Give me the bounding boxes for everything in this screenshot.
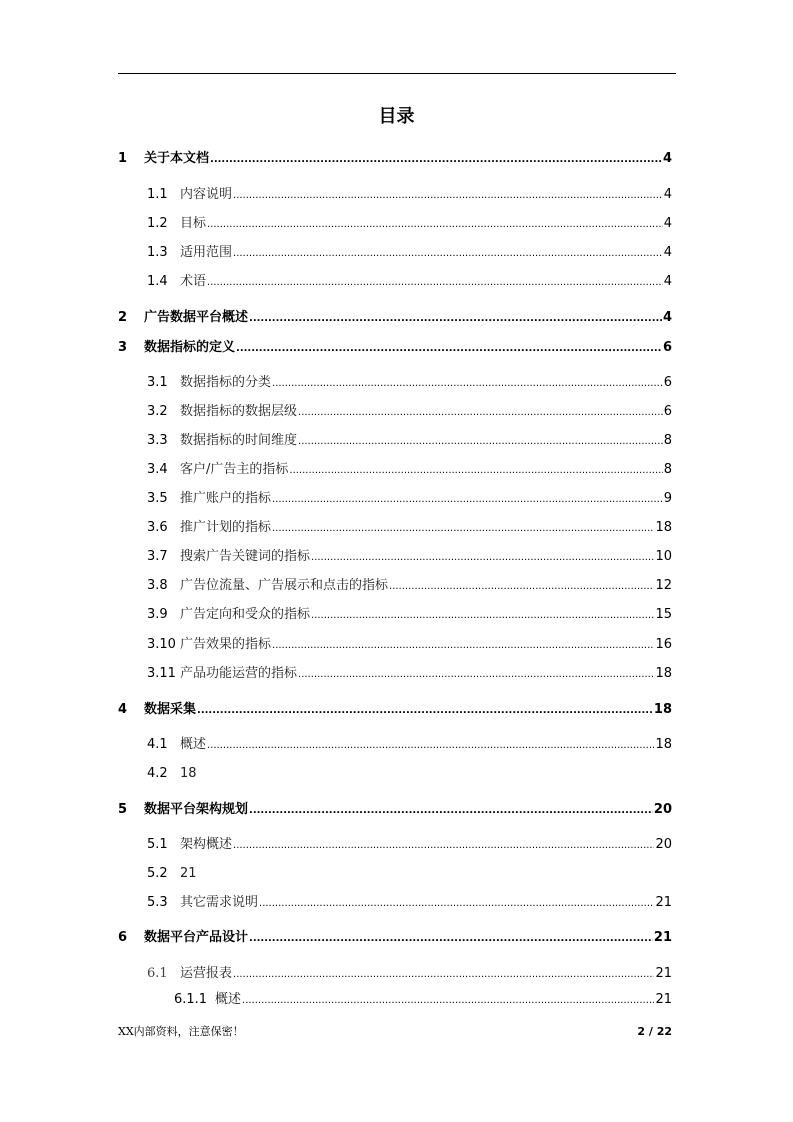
toc-entry-3-6[interactable]	[147, 519, 672, 537]
toc-entry-3-4[interactable]	[147, 461, 672, 479]
toc-entry-title: 数据指标的分类	[180, 375, 272, 390]
toc-entry-1-2[interactable]	[147, 215, 672, 233]
toc-entry-number: 2	[118, 310, 128, 325]
toc-dot-leader	[233, 187, 663, 205]
toc-entry-page: 20	[655, 837, 672, 852]
toc-entry-1-4[interactable]	[147, 273, 672, 291]
toc-entry-title: 广告位流量、广告展示和点击的指标	[180, 578, 389, 593]
toc-entry-3-8[interactable]	[147, 577, 672, 595]
toc-entry-page: 8	[663, 462, 672, 477]
toc-entry-page: 6	[663, 375, 672, 390]
toc-entry-title: 数据采集	[144, 702, 197, 717]
toc-dot-leader	[298, 404, 663, 422]
footer-page-number: 2 / 22	[637, 1025, 672, 1038]
toc-entry-title: 客户/广告主的指标	[180, 462, 289, 477]
toc-entry-number: 3.3	[147, 433, 168, 448]
toc-entry-number: 5.2	[147, 866, 168, 881]
toc-entry-3[interactable]	[118, 339, 672, 357]
toc-entry-title: 广告定向和受众的指标	[180, 607, 311, 622]
toc-entry-title: 搜索广告关键词的指标	[180, 549, 311, 564]
toc-entry-page: 6	[663, 404, 672, 419]
toc-entry-number: 6.1	[147, 966, 168, 981]
toc-entry-number: 3.8	[147, 578, 168, 593]
toc-dot-leader	[207, 737, 654, 755]
toc-entry-5-3[interactable]	[147, 894, 672, 912]
toc-dot-leader	[259, 895, 654, 913]
toc-entry-number: 1	[118, 151, 128, 166]
toc-dot-leader	[311, 607, 654, 625]
toc-entry-page: 8	[663, 433, 672, 448]
toc-entry-title: 适用范围	[180, 245, 233, 260]
toc-entry-number: 3.9	[147, 607, 168, 622]
toc-entry-title: 目标	[180, 216, 207, 231]
toc-entry-page: 4	[662, 310, 672, 325]
toc-entry-page: 12	[655, 578, 672, 593]
toc-entry-number: 6.1.1	[174, 992, 208, 1007]
toc-entry-title: 概述	[215, 992, 242, 1007]
toc-entry-page: 18	[653, 702, 672, 717]
toc-entry-number: 5.3	[147, 895, 168, 910]
toc-entry-title: 21	[180, 866, 197, 881]
toc-entry-title: 广告数据平台概述	[144, 310, 249, 325]
toc-dot-leader	[233, 966, 654, 984]
toc-entry-title: 推广计划的指标	[180, 520, 272, 535]
toc-dot-leader	[298, 433, 663, 451]
toc-entry-number: 5	[118, 802, 128, 817]
toc-dot-leader	[207, 274, 663, 292]
header-rule	[118, 73, 676, 74]
toc-dot-leader	[249, 802, 653, 820]
toc-entry-3-2[interactable]	[147, 403, 672, 421]
toc-entry-page: 18	[655, 666, 672, 681]
toc-entry-number: 3.5	[147, 491, 168, 506]
toc-dot-leader	[272, 375, 663, 393]
toc-entry-1-1[interactable]	[147, 186, 672, 204]
toc-entry-6[interactable]	[118, 929, 672, 947]
toc-dot-leader	[272, 520, 654, 538]
toc-entry-3-7[interactable]	[147, 548, 672, 566]
toc-entry-title: 推广账户的指标	[180, 491, 272, 506]
toc-entry-title: 术语	[180, 274, 207, 289]
toc-entry-title: 数据指标的时间维度	[180, 433, 298, 448]
toc-dot-leader	[289, 462, 662, 480]
toc-entry-number: 3.7	[147, 549, 168, 564]
toc-entry-page: 16	[655, 637, 672, 652]
toc-entry-4-2[interactable]	[147, 765, 672, 783]
toc-entry-4-1[interactable]	[147, 736, 672, 754]
toc-dot-leader	[272, 491, 663, 509]
toc-entry-title: 其它需求说明	[180, 895, 259, 910]
toc-entry-page: 6	[662, 340, 672, 355]
toc-dot-leader	[272, 637, 654, 655]
toc-entry-page: 4	[663, 187, 672, 202]
toc-entry-1-3[interactable]	[147, 244, 672, 262]
toc-entry-title: 内容说明	[180, 187, 233, 202]
toc-entry-3-10[interactable]	[147, 636, 672, 654]
toc-entry-page: 21	[655, 895, 672, 910]
toc-entry-title: 广告效果的指标	[180, 637, 272, 652]
toc-entry-6-1[interactable]	[147, 965, 672, 983]
toc-entry-number: 3.11	[147, 666, 176, 681]
toc-entry-number: 3	[118, 340, 128, 355]
toc-entry-number: 3.1	[147, 375, 168, 390]
toc-entry-page: 18	[655, 737, 672, 752]
toc-entry-title: 数据平台架构规划	[144, 802, 249, 817]
toc-entry-page: 4	[663, 274, 672, 289]
toc-entry-number: 1.4	[147, 274, 168, 289]
toc-entry-page: 4	[662, 151, 672, 166]
toc-entry-number: 1.1	[147, 187, 168, 202]
page-title: 目录	[378, 106, 415, 127]
toc-dot-leader	[197, 702, 653, 720]
toc-entry-5-2[interactable]	[147, 865, 672, 883]
toc-entry-title: 关于本文档	[144, 151, 210, 166]
toc-entry-page: 10	[655, 549, 672, 564]
toc-entry-number: 4	[118, 702, 128, 717]
toc-entry-3-5[interactable]	[147, 490, 672, 508]
toc-entry-title: 数据指标的数据层级	[180, 404, 298, 419]
toc-dot-leader	[249, 310, 662, 328]
toc-entry-number: 3.10	[147, 637, 176, 652]
toc-entry-1[interactable]	[118, 150, 672, 168]
toc-dot-leader	[298, 666, 654, 684]
toc-entry-number: 1.2	[147, 216, 168, 231]
toc-entry-5[interactable]	[118, 801, 672, 819]
toc-entry-number: 3.2	[147, 404, 168, 419]
toc-entry-title: 架构概述	[180, 837, 233, 852]
toc-entry-6-1-1[interactable]	[174, 991, 672, 1009]
toc-entry-page: 21	[653, 930, 672, 945]
toc-entry-page: 20	[653, 802, 672, 817]
toc-entry-4[interactable]	[118, 701, 672, 719]
toc-entry-number: 3.4	[147, 462, 168, 477]
toc-dot-leader	[210, 151, 662, 169]
toc-dot-leader	[249, 930, 653, 948]
toc-entry-title: 数据指标的定义	[144, 340, 236, 355]
toc-dot-leader	[233, 837, 654, 855]
toc-entry-title: 产品功能运营的指标	[180, 666, 298, 681]
toc-dot-leader	[236, 340, 662, 358]
toc-dot-leader	[242, 992, 654, 1010]
toc-dot-leader	[389, 578, 654, 596]
toc-entry-number: 4.2	[147, 766, 168, 781]
toc-dot-leader	[311, 549, 654, 567]
toc-dot-leader	[233, 245, 663, 263]
toc-entry-page: 21	[655, 966, 672, 981]
toc-entry-number: 1.3	[147, 245, 168, 260]
toc-entry-page: 9	[663, 491, 672, 506]
toc-entry-3-3[interactable]	[147, 432, 672, 450]
toc-entry-3-1[interactable]	[147, 374, 672, 392]
toc-entry-title: 18	[180, 766, 197, 781]
toc-entry-page: 21	[655, 992, 672, 1007]
toc-entry-2[interactable]	[118, 309, 672, 327]
toc-entry-page: 4	[663, 245, 672, 260]
toc-entry-3-9[interactable]	[147, 606, 672, 624]
toc-entry-page: 18	[655, 520, 672, 535]
toc-entry-3-11[interactable]	[147, 665, 672, 683]
toc-entry-page: 15	[655, 607, 672, 622]
toc-entry-number: 4.1	[147, 737, 168, 752]
toc-entry-title: 数据平台产品设计	[144, 930, 249, 945]
toc-entry-title: 概述	[180, 737, 207, 752]
toc-dot-leader	[207, 216, 663, 234]
toc-entry-number: 6	[118, 930, 128, 945]
toc-entry-number: 5.1	[147, 837, 168, 852]
toc-entry-title: 运营报表	[180, 966, 233, 981]
toc-entry-5-1[interactable]	[147, 836, 672, 854]
toc-entry-number: 3.6	[147, 520, 168, 535]
footer-confidential-note: XX内部资料，注意保密！	[118, 1025, 244, 1038]
toc-entry-page: 4	[663, 216, 672, 231]
